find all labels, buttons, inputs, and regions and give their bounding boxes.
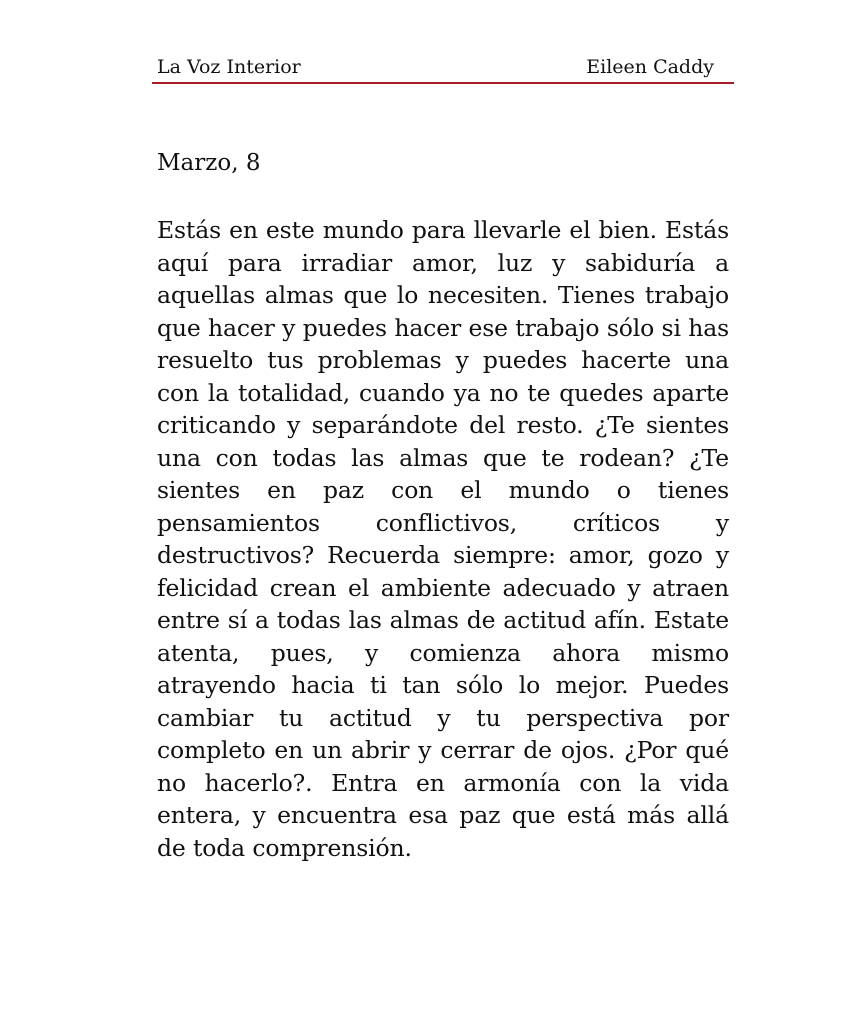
book-title: La Voz Interior (157, 56, 301, 78)
author-name: Eileen Caddy (586, 56, 714, 78)
running-header (152, 52, 734, 84)
entry-date: Marzo, 8 (157, 150, 261, 176)
entry-body-text: Estás en este mundo para llevarle el bien. Estás aquí para irradiar amor, luz y sabiduría a aquellas almas que lo necesiten. Tienes trabajo que hacer y puedes hacer ese trabajo sólo si has resuelto tus problemas y puedes hacerte una con la totalidad, cuando ya no te quedes aparte criticando y separándote del resto. ¿Te sientes una con todas las almas que te rodean? ¿Te sientes en paz con el mundo o tienes pensamientos conflictivos, críticos y destructivos? Recuerda siempre: amor, gozo y felicidad crean el ambiente adecuado y atraen entre sí a todas las almas de actitud afín. Estate atenta, pues, y comienza ahora mismo atrayendo hacia ti tan sólo lo mejor. Puedes cambiar tu actitud y tu perspectiva por completo en un abrir y cerrar de ojos. ¿Por qué no hacerlo?. Entra en armonía con la vida entera, y encuentra esa paz que está más allá de toda comprensión. (157, 216, 729, 862)
